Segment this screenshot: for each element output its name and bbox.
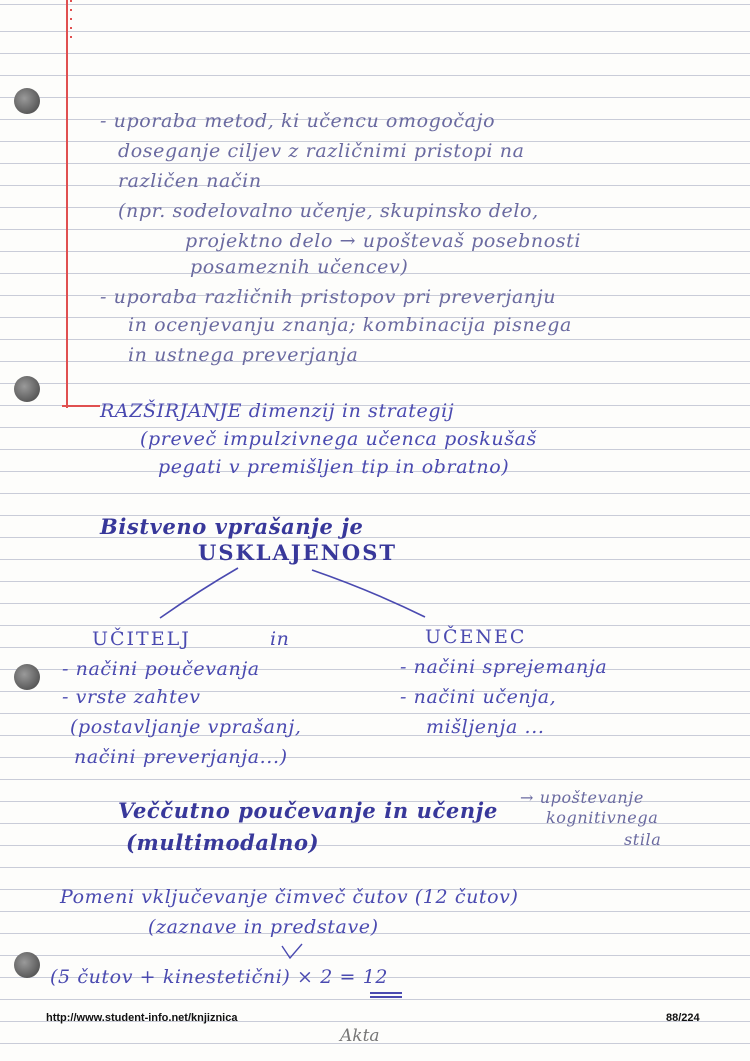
teacher-item: (postavljanje vprašanj, xyxy=(70,716,302,738)
page-number: 88/224 xyxy=(666,1012,700,1024)
note-line: posameznih učencev) xyxy=(190,256,409,278)
brand-logo: Akta xyxy=(340,1026,380,1046)
teacher-item: načini preverjanja...) xyxy=(74,746,288,768)
teacher-heading: UČITELJ xyxy=(92,628,191,650)
footer-url: http://www.student-info.net/knjiznica xyxy=(46,1012,238,1024)
question-text: Bistveno vprašanje je xyxy=(100,514,364,539)
meaning-line: Pomeni vključevanje čimveč čutov (12 čutov) xyxy=(60,886,519,908)
pupil-item: - načini sprejemanja xyxy=(400,656,608,678)
side-note: stila xyxy=(624,830,662,849)
side-note: kognitivnega xyxy=(546,808,659,827)
note-line: pegati v premišljen tip in obratno) xyxy=(158,456,510,478)
pupil-item: mišljenja ... xyxy=(426,716,545,738)
formula: (5 čutov + kinestetični) × 2 = 12 xyxy=(50,966,389,988)
note-line: (preveč impulzivnega učenca poskušaš xyxy=(140,428,537,450)
multisensory-heading: Veččutno poučevanje in učenje xyxy=(118,798,498,823)
note-line: različen način xyxy=(118,170,262,192)
pupil-heading: UČENEC xyxy=(425,626,527,648)
note-line: - uporaba različnih pristopov pri preverjanju xyxy=(100,286,557,308)
note-line: doseganje ciljev z različnimi pristopi na xyxy=(118,140,525,162)
note-line: (npr. sodelovalno učenje, skupinsko delo, xyxy=(118,200,539,222)
teacher-item: - načini poučevanja xyxy=(62,658,260,680)
key-word: USKLAJENOST xyxy=(198,540,398,565)
meaning-line: (zaznave in predstave) xyxy=(148,916,379,938)
formula-underline xyxy=(370,996,402,998)
formula-underline xyxy=(370,992,402,994)
side-note: → upoštevanje xyxy=(520,788,644,807)
multisensory-subheading: (multimodalno) xyxy=(126,830,320,855)
connector-word: in xyxy=(270,628,290,650)
note-line: in ocenjevanju znanja; kombinacija pisnega xyxy=(128,314,572,336)
note-line: RAZŠIRJANJE dimenzij in strategij xyxy=(100,400,455,422)
note-line: projektno delo → upoštevaš posebnosti xyxy=(185,230,582,252)
note-line: - uporaba metod, ki učencu omogočajo xyxy=(100,110,496,132)
note-line: in ustnega preverjanja xyxy=(128,344,359,366)
pupil-item: - načini učenja, xyxy=(400,686,557,708)
teacher-item: - vrste zahtev xyxy=(62,686,201,708)
